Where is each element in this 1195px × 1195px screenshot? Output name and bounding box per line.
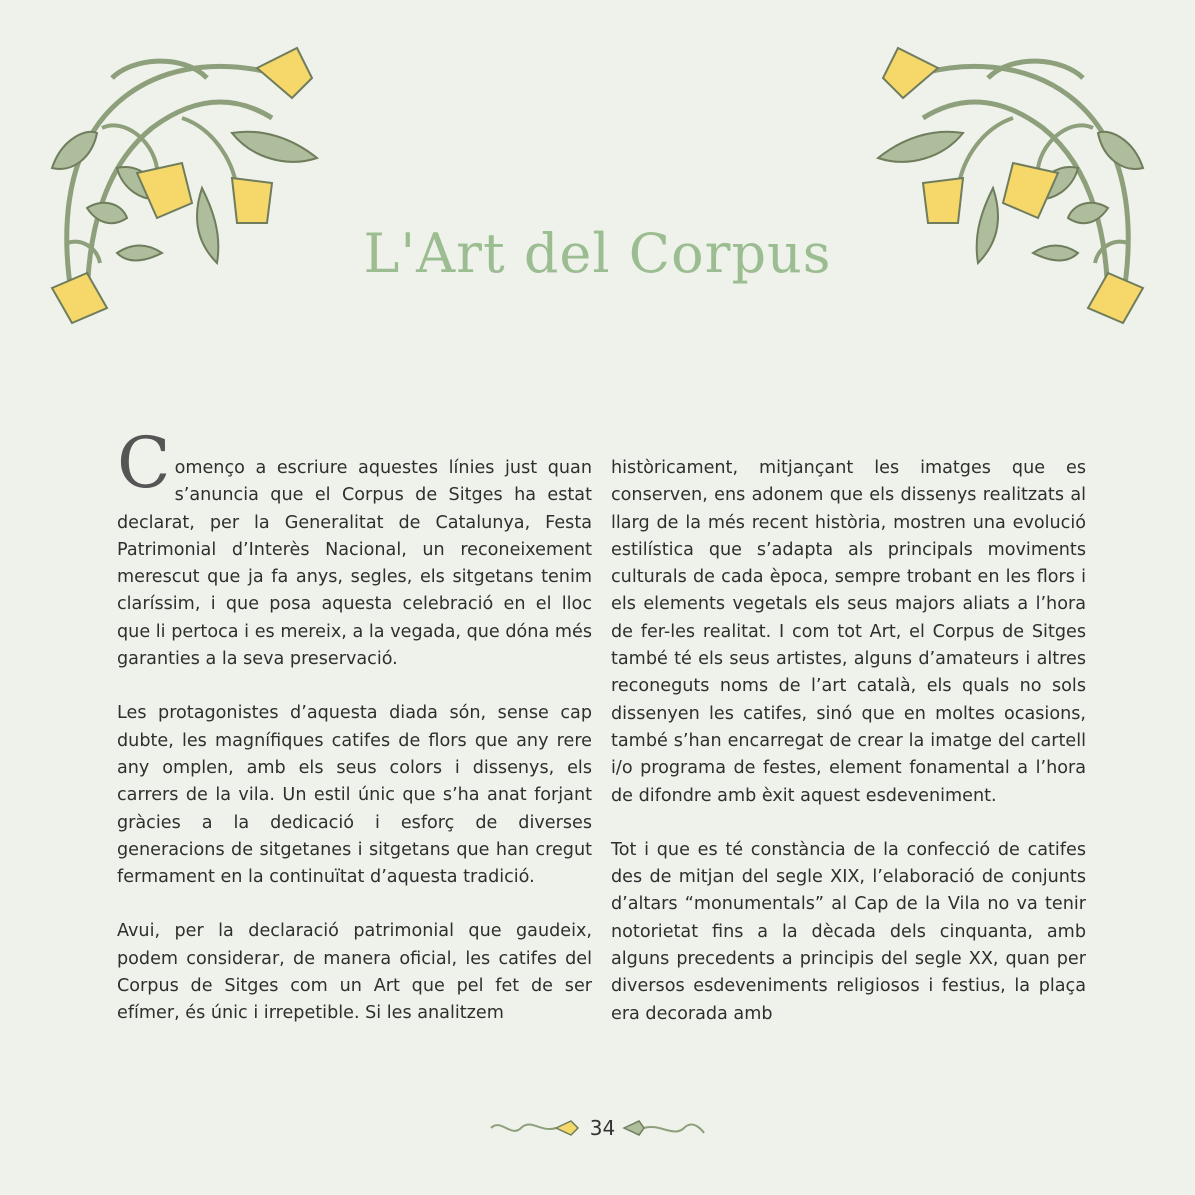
paragraph: històricament, mitjançant les imatges que es conserven, ens adonem que els dissenys realitzats al llarg de la més recent història, mostren una evolució estilística que s’adapta als principals moviments culturals de cada època, sempre trobant en les flors i els elements vegetals els seus majors aliats a l’hora de fer-les realitat. I com tot Art, el Corpus de Sitges també té els seus artistes, alguns d’amateurs i altres reconeguts noms de l’art català, els quals no sols dissenyen les catifes, sinó que en moltes ocasions, també s’han encarregat de crear la imatge del cartell i/o programa de festes, element fonamental a l’hora de difondre amb èxit aquest esdeveniment. xyxy=(611,458,1086,806)
floral-ornament-icon xyxy=(486,1113,586,1143)
paragraph: Les protagonistes d’aquesta diada són, sense cap dubte, les magnífiques catifes de flors que any rere any omplen, amb els seus colors i dissenys, els carrers de la vila. Un estil únic que s’ha anat forjant gràcies a la dedicació i esforç de diverses generacions de sitgetanes i sitgetans que han cregut fermament en la continuïtat d’aquesta tradició. xyxy=(117,703,592,888)
paragraph: Avui, per la declaració patrimonial que gaudeix, podem considerar, de manera oficial, les catifes del Corpus de Sitges com un Art que pel fet de ser efímer, és únic i irrepetible. Si les analitzem xyxy=(117,921,592,1024)
paragraph xyxy=(117,422,592,673)
page-number: 34 xyxy=(589,1116,616,1140)
text-column-left xyxy=(117,422,592,1028)
drop-cap: C xyxy=(117,422,171,504)
paragraph-text: omenço a escriure aquestes línies just quan s’anuncia que el Corpus de Sitges ha estat declarat, per la Generalitat de Catalunya, Festa Patrimonial d’Interès Nacional, un reconeixement merescut que ja fa anys, segles, els sitgetans tenim claríssim, i que posa aquesta celebració en el lloc que li pertoca i es mereix, a la vegada, que dóna més garanties a la seva preservació. xyxy=(117,458,592,670)
paragraph: Tot i que es té constància de la confecció de catifes des de mitjan del segle XIX, l’elaboració de conjunts d’altars “monumentals” al Cap de la Vila no va tenir notorietat fins a la dècada dels cinquanta, amb alguns precedents a principis del segle XX, quan per diversos esdeveniments religiosos i festius, la plaça era decorada amb xyxy=(611,839,1086,1024)
floral-ornament-icon xyxy=(619,1113,709,1143)
page-footer xyxy=(0,1108,1195,1148)
text-column-right xyxy=(611,455,1086,1028)
page-title: L'Art del Corpus xyxy=(363,222,832,285)
